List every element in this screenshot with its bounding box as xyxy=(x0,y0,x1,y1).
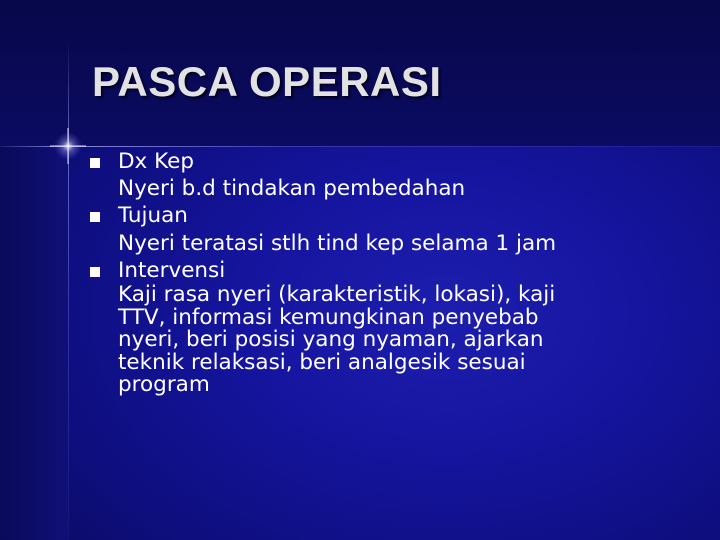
bullet-text: program xyxy=(118,372,210,398)
decorative-horizontal-line xyxy=(0,146,720,147)
bullet-text: TTV, informasi kemungkinan penyebab xyxy=(118,304,539,330)
bullet-item-intervention xyxy=(90,257,670,397)
bullet-text: Kaji rasa nyeri (karakteristik, lokasi), kaji xyxy=(118,282,556,308)
bullet-text: teknik relaksasi, beri analgesik sesuai xyxy=(118,349,526,375)
bullet-text: nyeri, beri posisi yang nyaman, ajarkan xyxy=(118,327,544,353)
bullet-text: Nyeri b.d tindakan pembedahan xyxy=(118,176,466,202)
left-band xyxy=(0,146,68,540)
slide-title: PASCA OPERASI xyxy=(92,58,442,105)
bullet-list xyxy=(90,148,670,397)
bullet-heading: Tujuan xyxy=(118,203,188,229)
bullet-heading: Intervensi xyxy=(118,257,226,283)
square-bullet-icon xyxy=(90,158,100,168)
square-bullet-icon xyxy=(90,267,100,277)
square-bullet-icon xyxy=(90,212,100,222)
bullet-heading: Dx Kep xyxy=(118,149,195,174)
bullet-item-goal xyxy=(90,202,670,256)
sparkle-icon xyxy=(48,126,88,166)
decorative-vertical-line xyxy=(68,40,69,540)
bullet-text: Nyeri teratasi stlh tind kep selama 1 jam xyxy=(118,230,557,256)
bullet-item-diagnosis xyxy=(90,148,670,202)
